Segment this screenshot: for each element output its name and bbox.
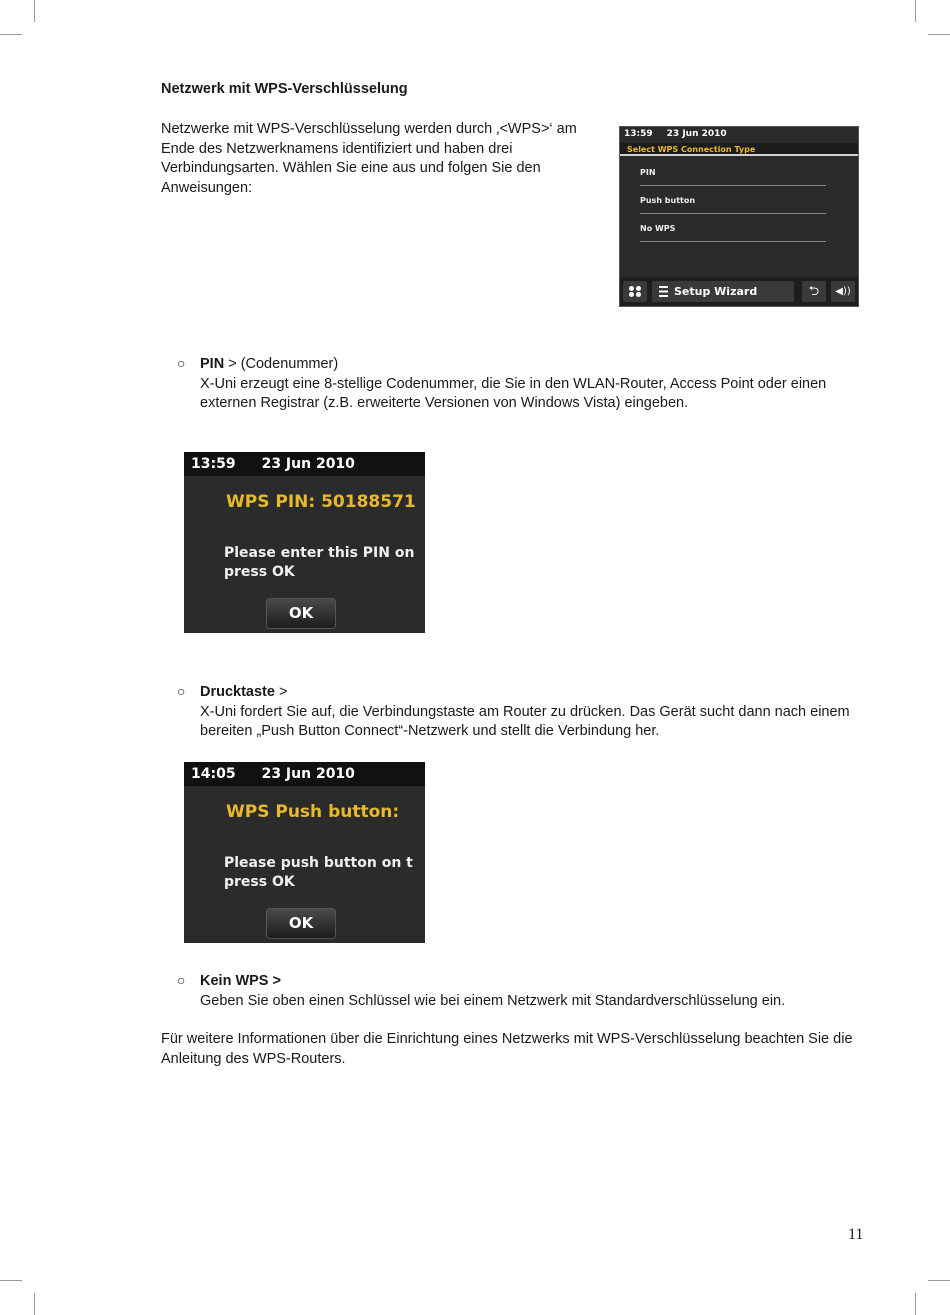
ok-button[interactable]: OK <box>266 908 336 939</box>
item-description: X-Uni fordert Sie auf, die Verbindungstaste am Router zu drücken. Das Gerät sucht dann nach einem bereiten „Push Button Connect“-Netzwerk und stellt die Verbindung her. <box>200 703 850 739</box>
menu-item-no-wps[interactable]: No WPS <box>640 224 826 242</box>
page-number: 11 <box>848 1226 864 1243</box>
item-label: PIN <box>200 356 225 372</box>
dialog-message: Please enter this PIN on press OK <box>224 545 415 580</box>
crop-mark <box>928 1280 950 1281</box>
status-time: 13:59 <box>624 129 653 139</box>
status-time: 14:05 <box>191 766 236 782</box>
status-date: 23 Jun 2010 <box>666 129 727 139</box>
menu-item-pin[interactable]: PIN <box>640 168 826 186</box>
dialog-message: Please push button on t press OK <box>224 855 413 890</box>
outro-paragraph: Für weitere Informationen über die Einrichtung eines Netzwerks mit WPS-Verschlüsselung beachten Sie die Anleitung des WPS-Routers. <box>161 1031 853 1067</box>
status-bar <box>184 762 425 786</box>
list-item-pin <box>200 355 880 414</box>
page-heading: Netzwerk mit WPS-Verschlüsselung <box>161 81 408 97</box>
setup-wizard-label: Setup Wizard <box>674 285 758 298</box>
crop-mark <box>34 1293 35 1315</box>
dialog-title: WPS Push button: <box>226 802 400 822</box>
item-label: Kein WPS > <box>200 973 281 989</box>
status-bar <box>184 452 425 476</box>
item-suffix: > <box>274 684 288 700</box>
item-description: Geben Sie oben einen Schlüssel wie bei einem Netzwerk mit Standardverschlüsselung ein. <box>200 992 786 1009</box>
crop-mark <box>0 34 22 35</box>
volume-icon[interactable]: ◀)) <box>831 281 855 302</box>
wps-pin-screen <box>184 452 425 633</box>
crop-mark <box>0 1280 22 1281</box>
dialog-title: WPS PIN: 50188571 <box>226 492 416 512</box>
list-icon <box>659 286 668 297</box>
item-label: Drucktaste <box>200 684 275 700</box>
status-bar <box>624 129 741 139</box>
crop-mark <box>915 0 916 22</box>
menu-title: Select WPS Connection Type <box>620 143 858 156</box>
crop-mark <box>34 0 35 22</box>
bullet-icon: ○ <box>177 972 186 988</box>
bullet-icon: ○ <box>177 355 186 371</box>
status-date: 23 Jun 2010 <box>261 456 355 472</box>
menu-item-push-button[interactable]: Push button <box>640 196 826 214</box>
setup-wizard-button[interactable] <box>652 281 794 302</box>
status-date: 23 Jun 2010 <box>261 766 355 782</box>
wps-connection-type-screen <box>619 126 859 307</box>
status-time: 13:59 <box>191 456 236 472</box>
list-item-push-button <box>200 683 880 742</box>
grid-icon[interactable] <box>623 281 647 302</box>
bullet-icon: ○ <box>177 683 186 699</box>
wps-push-button-screen <box>184 762 425 943</box>
intro-paragraph: Netzwerke mit WPS-Verschlüsselung werden durch ‚<WPS>‘ am Ende des Netzwerknamens identifiziert und haben drei Verbindungsarten. Wählen Sie eine aus und folgen Sie den Anweisungen: <box>161 121 577 196</box>
list-item-no-wps <box>200 972 880 1011</box>
back-icon[interactable]: ⮌ <box>802 281 826 302</box>
crop-mark <box>928 34 950 35</box>
item-suffix: > (Codenummer) <box>224 356 339 372</box>
ok-button[interactable]: OK <box>266 598 336 629</box>
bottom-toolbar <box>620 277 858 306</box>
crop-mark <box>915 1293 916 1315</box>
item-description: X-Uni erzeugt eine 8-stellige Codenummer, die Sie in den WLAN-Router, Access Point oder einen externen Registrar (z.B. erweiterte Versionen von Windows Vista) eingeben. <box>200 375 827 411</box>
